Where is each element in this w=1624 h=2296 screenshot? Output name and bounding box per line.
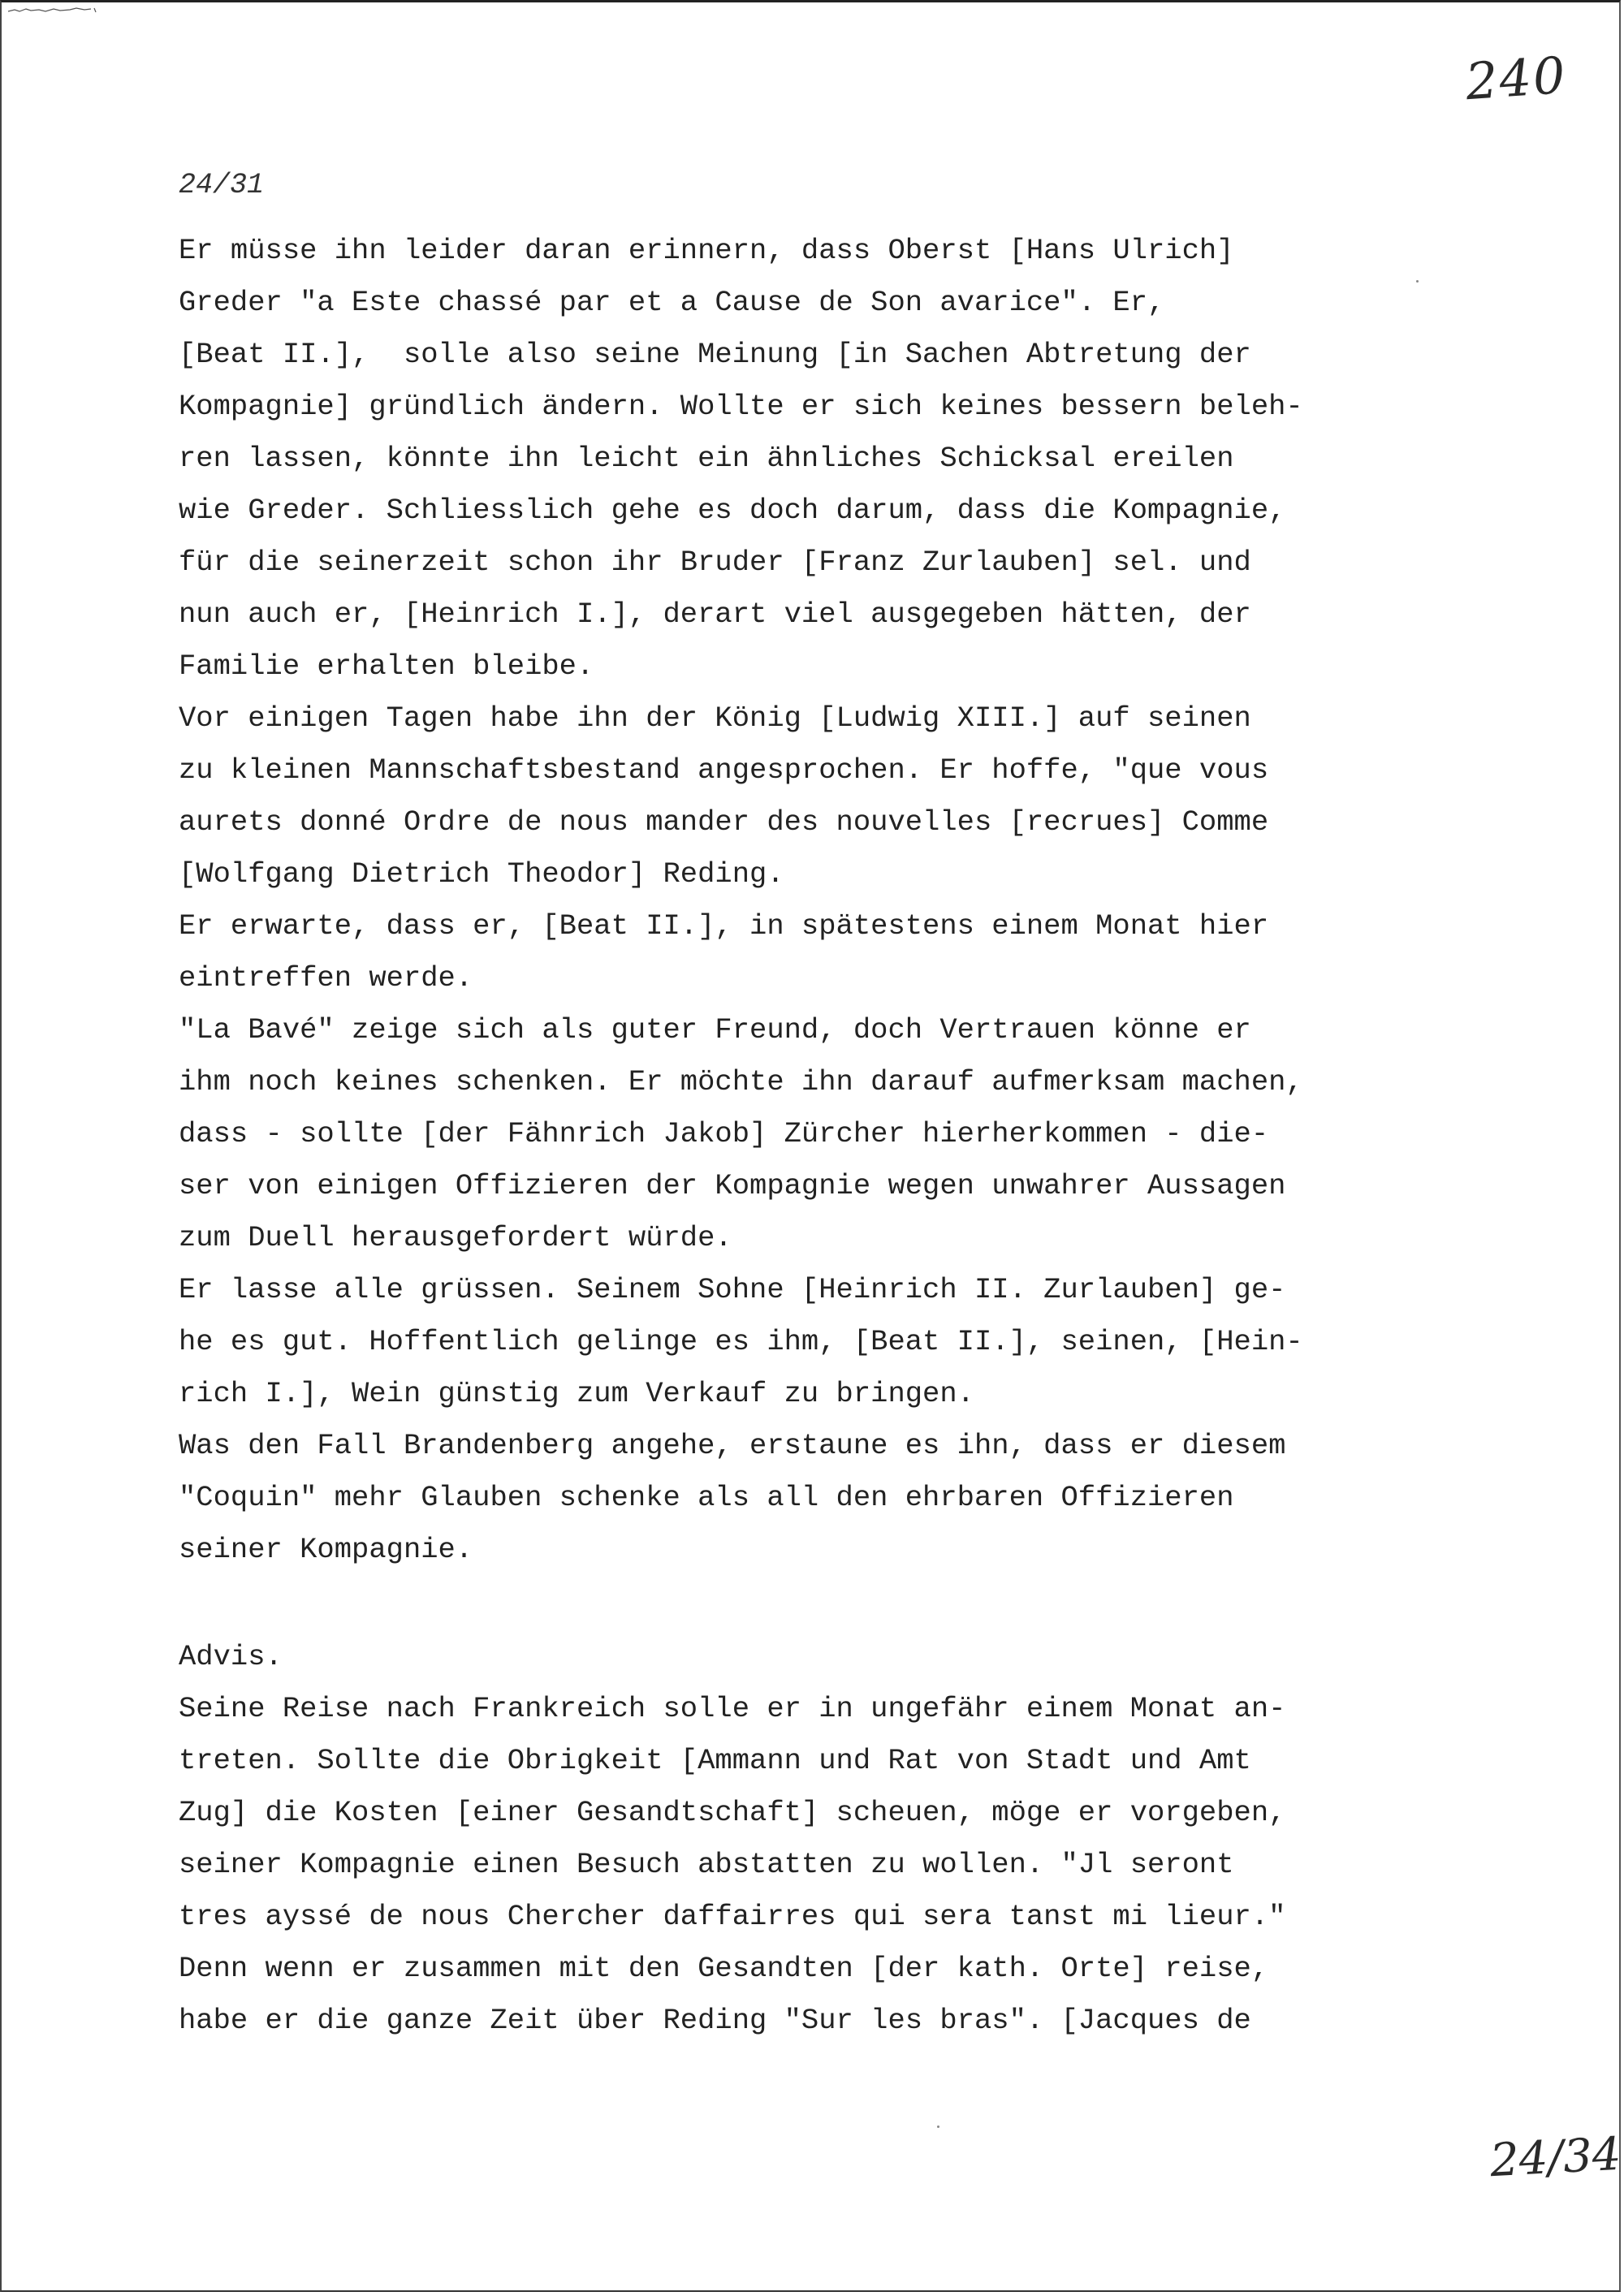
text-line: Er lasse alle grüssen. Seinem Sohne [Heinrich II. Zurlauben] ge- (179, 1273, 1286, 1306)
text-line: treten. Sollte die Obrigkeit [Ammann und Rat von Stadt und Amt (179, 1744, 1251, 1777)
text-line: für die seinerzeit schon ihr Bruder [Franz Zurlauben] sel. und (179, 546, 1251, 579)
text-line: "La Bavé" zeige sich als guter Freund, doch Vertrauen könne er (179, 1013, 1251, 1047)
text-line: Vor einigen Tagen habe ihn der König [Ludwig XIII.] auf seinen (179, 701, 1251, 735)
text-line: tres ayssé de nous Chercher daffairres qui sera tanst mi lieur." (179, 1900, 1286, 1933)
text-line: Er erwarte, dass er, [Beat II.], in spätestens einem Monat hier (179, 909, 1269, 943)
folio-number-top: 240 (1463, 45, 1569, 112)
text-line: wie Greder. Schliesslich gehe es doch darum, dass die Kompagnie, (179, 494, 1286, 527)
text-line: [Wolfgang Dietrich Theodor] Reding. (179, 857, 784, 891)
text-line: Greder "a Este chassé par et a Cause de Son avarice". Er, (179, 286, 1165, 319)
text-line: zu kleinen Mannschaftsbestand angesprochen. Er hoffe, "que vous (179, 753, 1269, 787)
scan-speck (937, 2126, 939, 2128)
text-line: he es gut. Hoffentlich gelinge es ihm, [Beat II.], seinen, [Hein- (179, 1325, 1303, 1358)
paragraph-gap (179, 1576, 1510, 1631)
text-line: Er müsse ihn leider daran erinnern, dass Oberst [Hans Ulrich] (179, 234, 1234, 267)
text-line: ren lassen, könnte ihn leicht ein ähnliches Schicksal ereilen (179, 442, 1234, 475)
text-line: [Beat II.], solle also seine Meinung [in Sachen Abtretung der (179, 338, 1251, 371)
text-line: dass - sollte [der Fähnrich Jakob] Zürcher hierherkommen - die- (179, 1117, 1269, 1150)
advis-heading: Advis. (179, 1640, 283, 1673)
text-line: aurets donné Ordre de nous mander des nouvelles [recrues] Comme (179, 805, 1269, 839)
text-line: "Coquin" mehr Glauben schenke als all den ehrbaren Offizieren (179, 1481, 1234, 1514)
text-line: rich I.], Wein günstig zum Verkauf zu bringen. (179, 1377, 974, 1410)
text-line: seiner Kompagnie. (179, 1533, 473, 1566)
text-line: Zug] die Kosten [einer Gesandtschaft] scheuen, möge er vorgeben, (179, 1796, 1286, 1829)
folio-number-bottom: 24/34 (1488, 2127, 1622, 2188)
document-reference: 24/31 (179, 169, 265, 201)
text-line: ser von einigen Offizieren der Kompagnie wegen unwahrer Aussagen (179, 1169, 1286, 1202)
text-line: Familie erhalten bleibe. (179, 650, 594, 683)
text-line: Denn wenn er zusammen mit den Gesandten [der kath. Orte] reise, (179, 1952, 1269, 1985)
text-line: nun auch er, [Heinrich I.], derart viel ausgegeben hätten, der (179, 598, 1251, 631)
text-line: ihm noch keines schenken. Er möchte ihn darauf aufmerksam machen, (179, 1065, 1303, 1098)
scan-speck (1416, 280, 1419, 283)
text-line: Seine Reise nach Frankreich solle er in ungefähr einem Monat an- (179, 1692, 1286, 1725)
text-line: seiner Kompagnie einen Besuch abstatten zu wollen. "Jl seront (179, 1848, 1234, 1881)
text-line: Was den Fall Brandenberg angehe, erstaune es ihn, dass er diesem (179, 1429, 1286, 1462)
letter-summary-text (179, 225, 1510, 2047)
text-line: eintreffen werde. (179, 961, 473, 995)
text-line: habe er die ganze Zeit über Reding "Sur les bras". [Jacques de (179, 2004, 1251, 2037)
text-line: Kompagnie] gründlich ändern. Wollte er sich keines bessern beleh- (179, 390, 1303, 423)
text-line: zum Duell herausgefordert würde. (179, 1221, 732, 1254)
corner-scribble (6, 5, 120, 15)
